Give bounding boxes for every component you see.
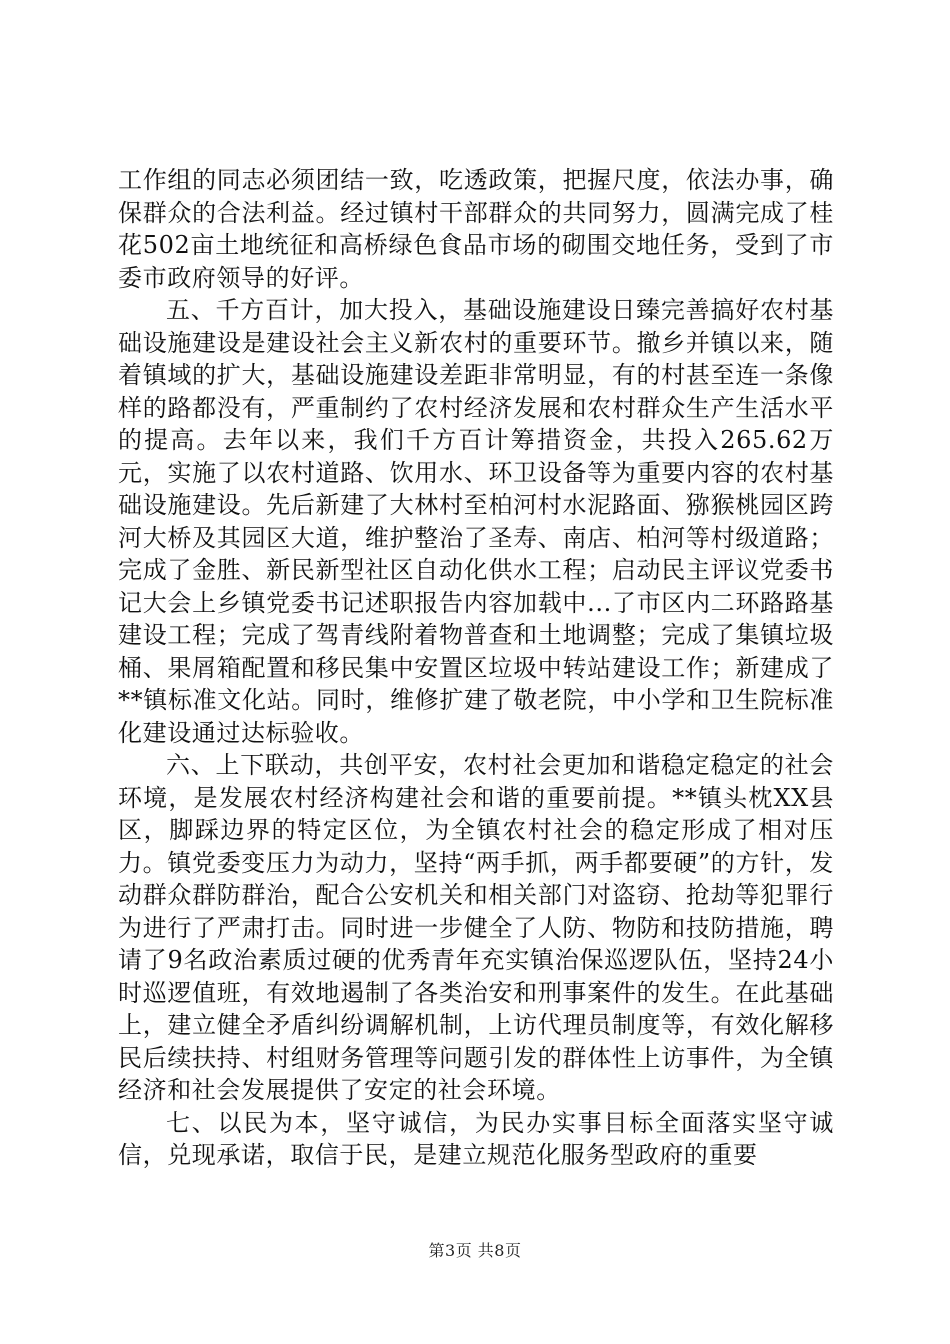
paragraph-section-7: 七、以民为本，坚守诚信，为民办实事目标全面落实坚守诚信，兑现承诺，取信于民，是建立规范化服务型政府的重要 xyxy=(118,1108,834,1169)
page-footer: 第3页 共8页 xyxy=(428,1241,522,1260)
paragraph-continuation: 工作组的同志必须团结一致，吃透政策，把握尺度，依法办事，确保群众的合法利益。经过镇村干部群众的共同努力，圆满完成了桂花502亩土地统征和高桥绿色食品市场的砌围交地任务，受到了市委市政府领导的好评。 xyxy=(118,166,834,292)
paragraph-section-5: 五、千方百计，加大投入，基础设施建设日臻完善搞好农村基础设施建设是建设社会主义新农村的重要环节。撤乡并镇以来，随着镇域的扩大，基础设施建设差距非常明显，有的村甚至连一条像样的路都没有，严重制约了农村经济发展和农村群众生产生活水平的提高。去年以来，我们千方百计筹措资金，共投入265.62万元，实施了以农村道路、饮用水、环卫设备等为重要内容的农村基础设施建设。先后新建了大林村至柏河村水泥路面、猕猴桃园区跨河大桥及其园区大道，维护整治了圣寿、南店、柏河等村级道路；完成了金胜、新民新型社区自动化供水工程；启动民主评议党委书记大会上乡镇党委书记述职报告内容加载中...了市区内二环路路基建设工程；完成了驾青线附着物普查和土地调整；完成了集镇垃圾桶、果屑箱配置和移民集中安置区垃圾中转站建设工作；新建成了**镇标准文化站。同时，维修扩建了敬老院，中小学和卫生院标准化建设通过达标验收。 xyxy=(118,296,834,747)
document-body xyxy=(118,164,834,1172)
paragraph-section-6: 六、上下联动，共创平安，农村社会更加和谐稳定稳定的社会环境，是发展农村经济构建社会和谐的重要前提。**镇头枕XX县区，脚踩边界的特定区位，为全镇农村社会的稳定形成了相对压力。镇党委变压力为动力，坚持“两手抓，两手都要硬”的方针，发动群众群防群治，配合公安机关和相关部门对盗窃、抢劫等犯罪行为进行了严肃打击。同时进一步健全了人防、物防和技防措施，聘请了9名政治素质过硬的优秀青年充实镇治保巡逻队伍，坚持24小时巡逻值班，有效地遏制了各类治安和刑事案件的发生。在此基础上，建立健全矛盾纠纷调解机制，上访代理员制度等，有效化解移民后续扶持、村组财务管理等问题引发的群体性上访事件，为全镇经济和社会发展提供了安定的社会环境。 xyxy=(118,751,834,1104)
